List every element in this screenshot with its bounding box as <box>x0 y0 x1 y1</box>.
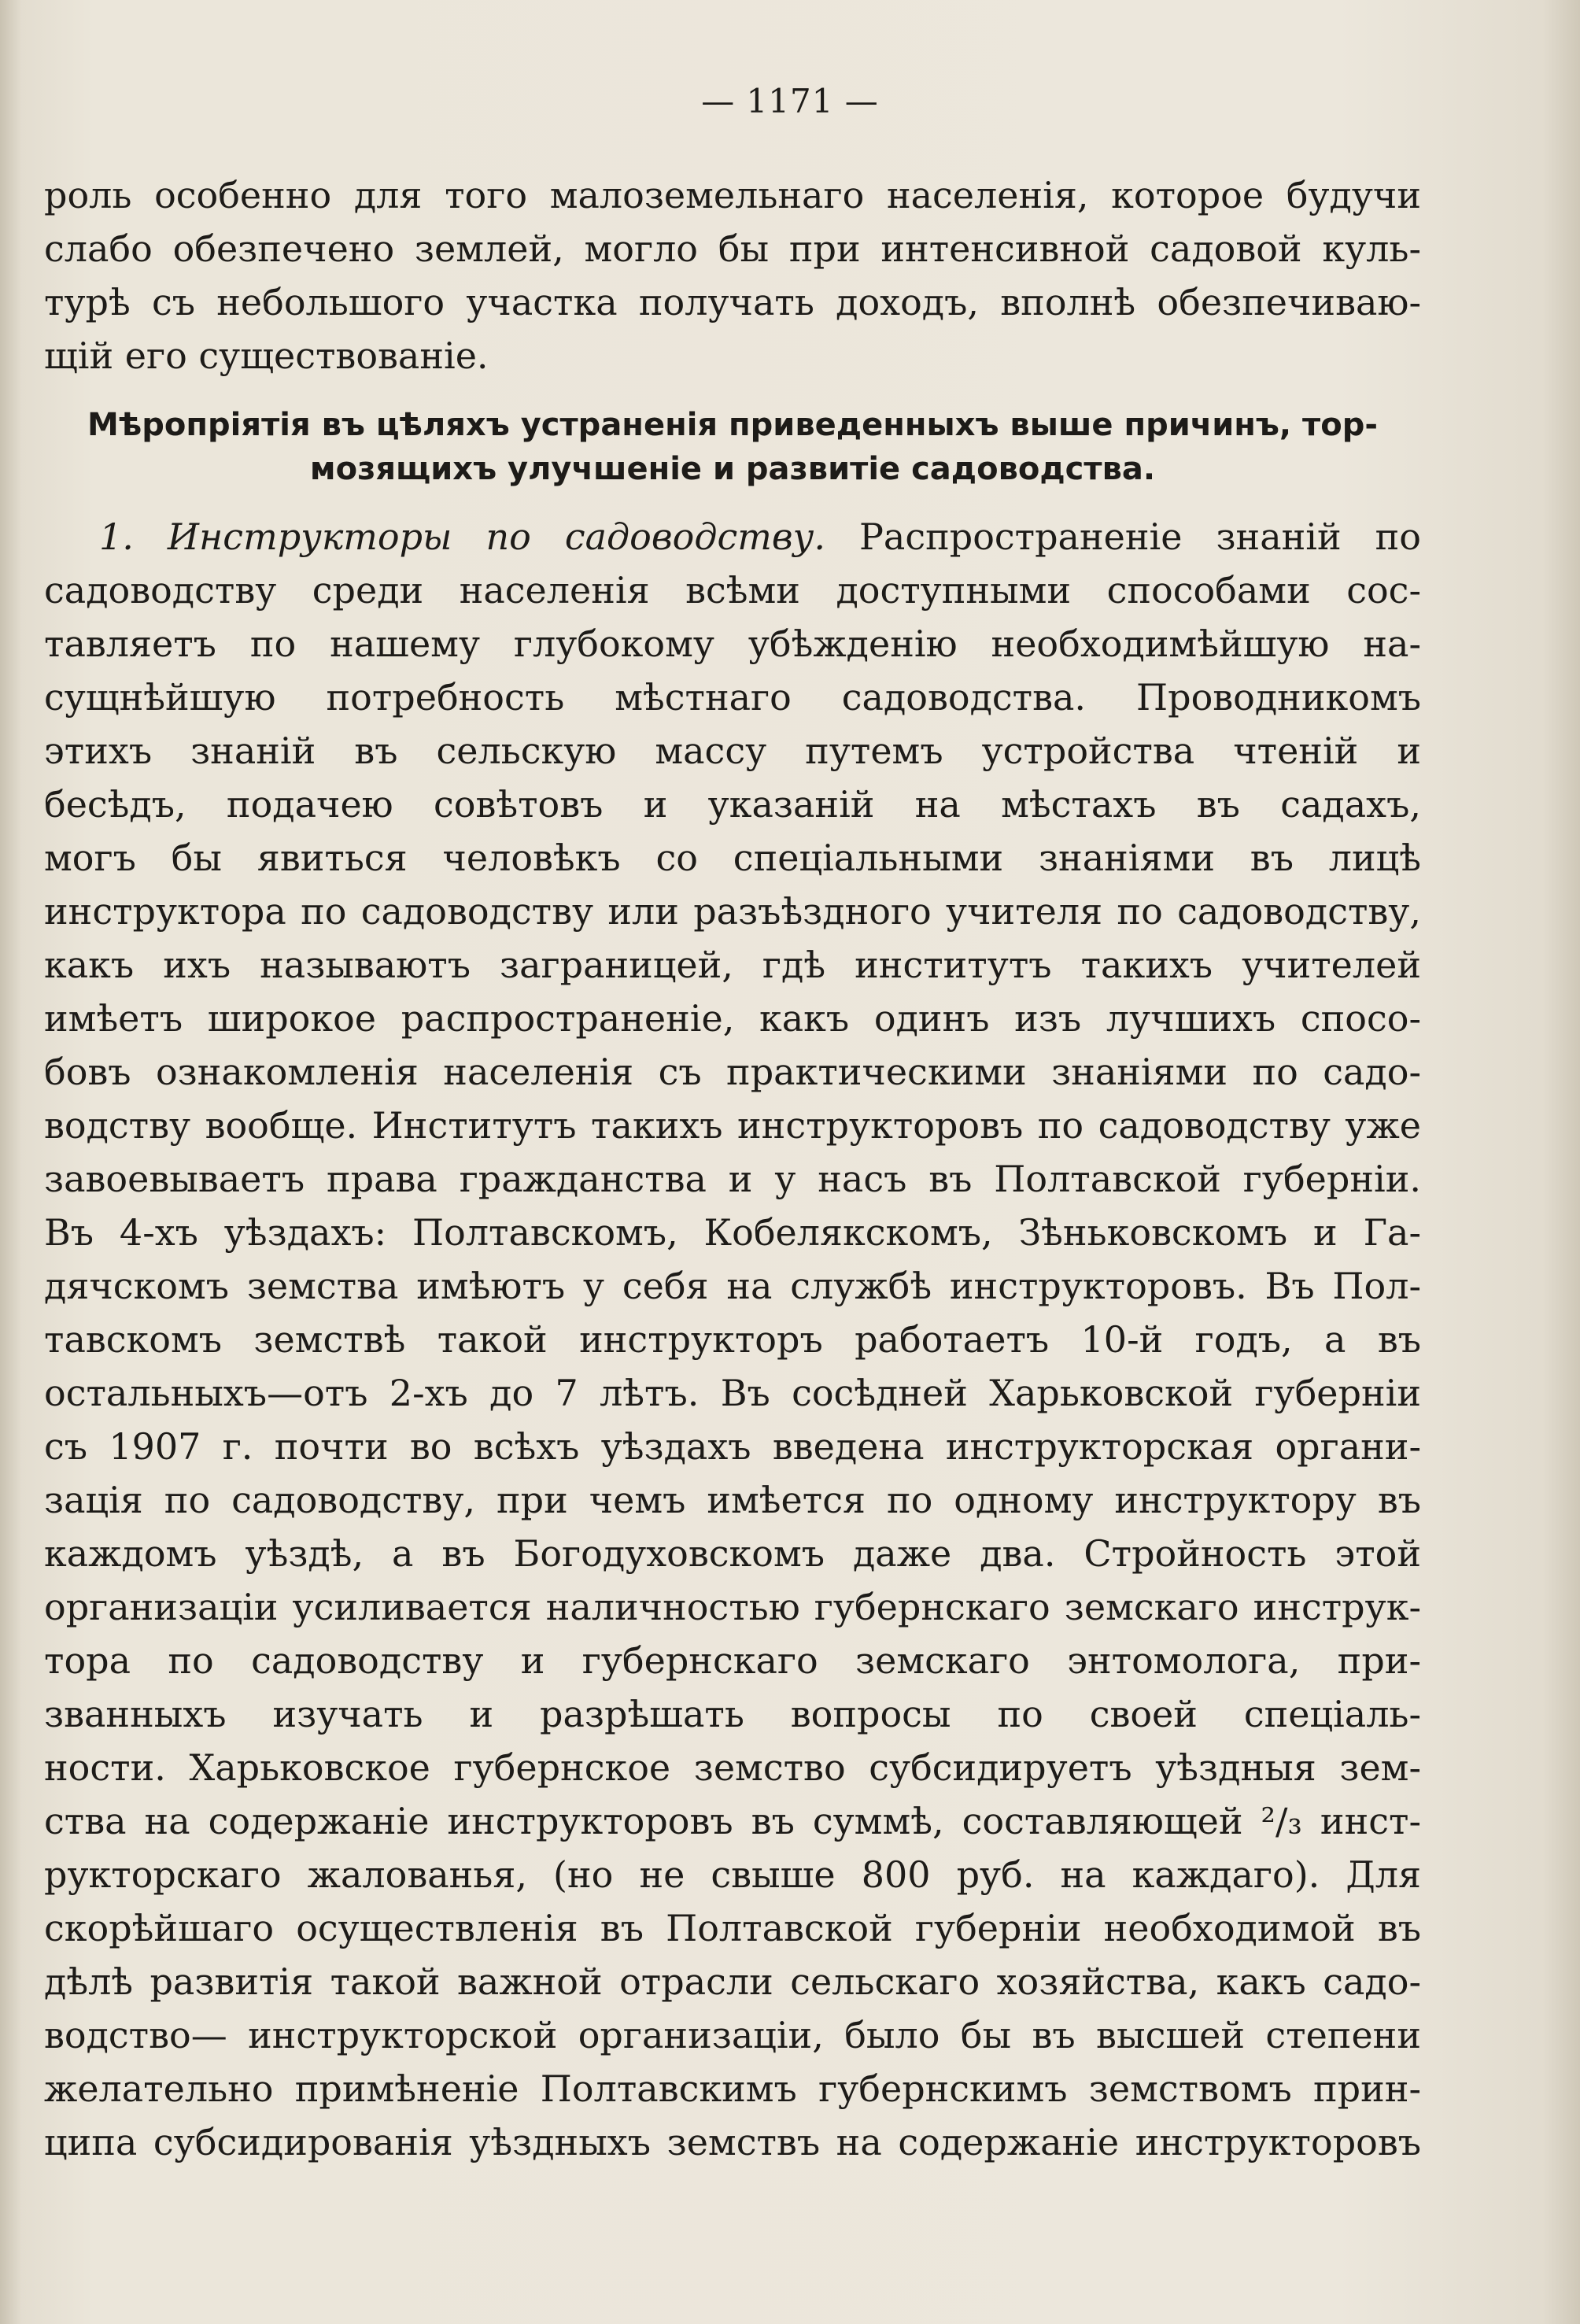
text-line: турѣ съ небольшого участка получать доходъ, вполнѣ обезпечиваю- <box>44 281 1421 323</box>
heading-line: Мѣропріятія въ цѣляхъ устраненія приведенныхъ выше причинъ, тор- <box>87 407 1378 443</box>
lead-title: Инструкторы по садоводству. <box>167 515 825 558</box>
lead-rest: Распространеніе знаній по <box>858 515 1421 558</box>
section-paragraph <box>44 510 1421 2169</box>
page-number: — 1171 — <box>701 82 879 120</box>
text-line: ципа субсидированія уѣздныхъ земствъ на содержаніе инструкторовъ <box>44 2121 1421 2163</box>
text-line: бесѣдъ, подачею совѣтовъ и указаній на мѣстахъ въ садахъ, <box>44 783 1421 826</box>
text-line: дѣлѣ развитія такой важной отрасли сельскаго хозяйства, какъ садо- <box>44 1960 1421 2003</box>
text-line: слабо обезпечено землей, могло бы при интенсивной садовой куль- <box>44 227 1421 270</box>
text-line: могъ бы явиться человѣкъ со спеціальными знаніями въ лицѣ <box>44 837 1421 879</box>
text-line: скорѣйшаго осуществленія въ Полтавской губерніи необходимой въ <box>44 1907 1421 1949</box>
text-line: бовъ ознакомленія населенія съ практическими знаніями по садо- <box>44 1051 1421 1093</box>
text-line: Въ 4-хъ уѣздахъ: Полтавскомъ, Кобелякскомъ, Зѣньковскомъ и Га- <box>44 1211 1421 1254</box>
text-line: водство— инструкторской организаціи, было бы въ высшей степени <box>44 2014 1421 2056</box>
text-line: остальныхъ—отъ 2-хъ до 7 лѣтъ. Въ сосѣдней Харьковской губерніи <box>44 1372 1421 1414</box>
text-line: тора по садоводству и губернскаго земскаго энтомолога, при- <box>44 1639 1421 1682</box>
text-line: сущнѣйшую потребность мѣстнаго садоводства. Проводникомъ <box>44 676 1421 719</box>
text-line: дячскомъ земства имѣютъ у себя на службѣ инструкторовъ. Въ Пол- <box>44 1265 1421 1307</box>
text-line: желательно примѣненіе Полтавскимъ губернскимъ земствомъ прин- <box>44 2067 1421 2110</box>
text-line: съ 1907 г. почти во всѣхъ уѣздахъ введена инструкторская органи- <box>44 1425 1421 1468</box>
text-line: какъ ихъ называютъ заграницей, гдѣ институтъ такихъ учителей <box>44 944 1421 986</box>
text-line: водству вообще. Институтъ такихъ инструкторовъ по садоводству уже <box>44 1104 1421 1147</box>
text-line: имѣетъ широкое распространеніе, какъ одинъ изъ лучшихъ спосо- <box>44 997 1421 1040</box>
heading-line: мозящихъ улучшеніе и развитіе садоводства. <box>309 451 1156 487</box>
text-line: тавляетъ по нашему глубокому убѣжденію необходимѣйшую на- <box>44 623 1421 665</box>
text-line: ства на содержаніе инструкторовъ въ суммѣ, составляющей ²/₃ инст- <box>44 1800 1421 1842</box>
text-line: садоводству среди населенія всѣми доступными способами сос- <box>44 569 1421 611</box>
text-line: организаціи усиливается наличностью губернскаго земскаго инструк- <box>44 1586 1421 1628</box>
text-line: ности. Харьковское губернское земство субсидируетъ уѣздныя зем- <box>44 1746 1421 1789</box>
text-line: завоевываетъ права гражданства и у насъ въ Полтавской губерніи. <box>44 1158 1421 1200</box>
text-line: каждомъ уѣздѣ, а въ Богодуховскомъ даже два. Стройность этой <box>44 1532 1421 1575</box>
lead-number: 1. <box>99 515 134 558</box>
text-line: этихъ знаній въ сельскую массу путемъ устройства чтеній и <box>44 730 1421 772</box>
text-line: зація по садоводству, при чемъ имѣется по одному инструктору въ <box>44 1479 1421 1521</box>
text-line: тавскомъ земствѣ такой инструкторъ работаетъ 10-й годъ, а въ <box>44 1318 1421 1361</box>
text-line: званныхъ изучать и разрѣшать вопросы по своей спеціаль- <box>44 1693 1421 1735</box>
text-line: роль особенно для того малоземельнаго населенія, которое будучи <box>44 174 1421 216</box>
text-line-lead <box>44 510 1421 563</box>
text-line: рукторскаго жалованья, (но не свыше 800 руб. на каждаго). Для <box>44 1853 1421 1896</box>
text-line: инструктора по садоводству или разъѣздного учителя по садоводству, <box>44 890 1421 933</box>
text-line: щій его существованіе. <box>44 334 489 377</box>
section-heading <box>44 403 1421 491</box>
intro-paragraph <box>44 168 1421 382</box>
